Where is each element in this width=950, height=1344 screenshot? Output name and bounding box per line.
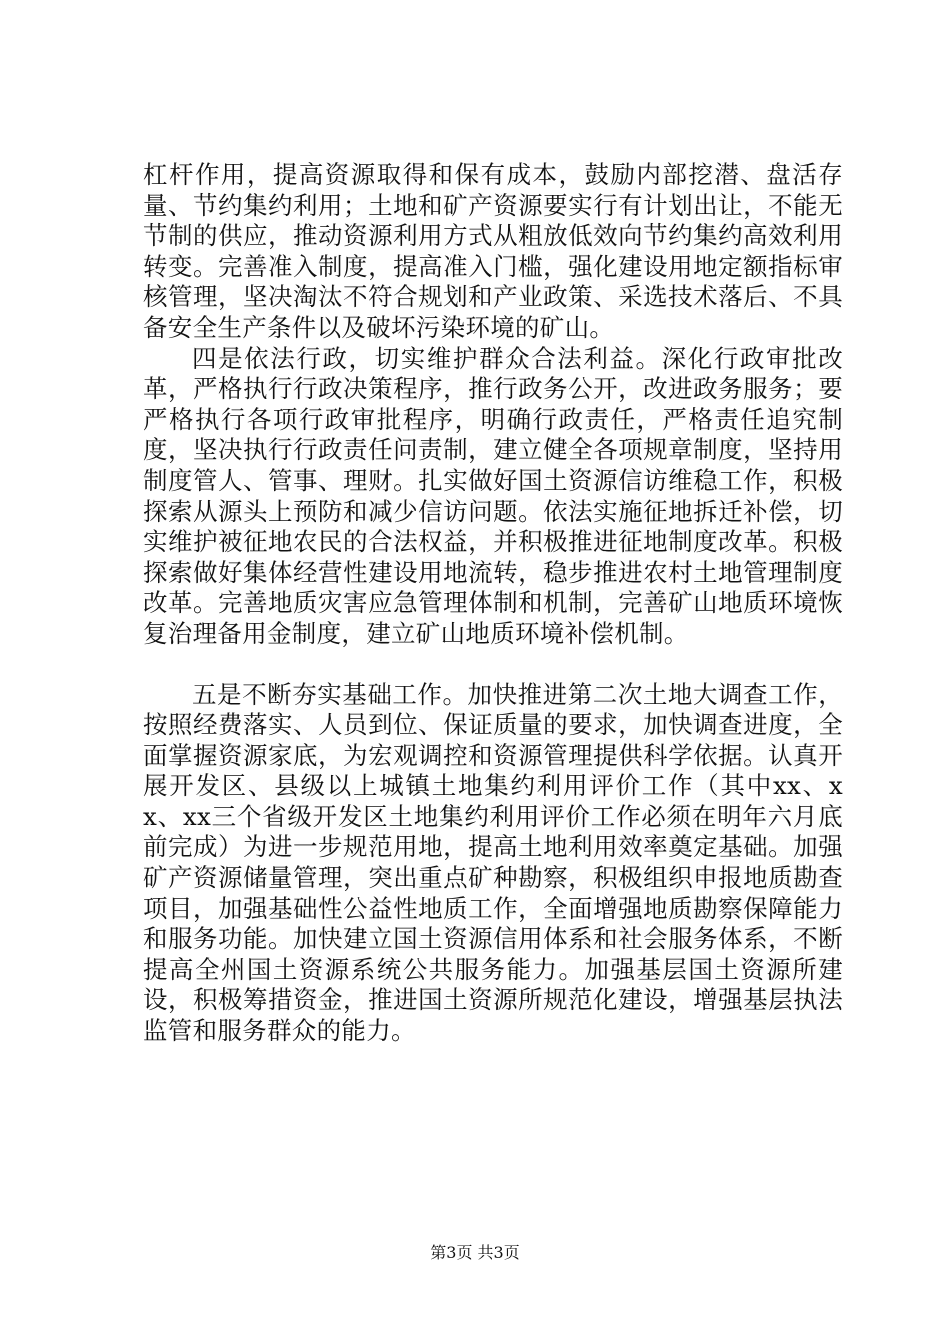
paragraph-five: 五是不断夯实基础工作。加快推进第二次土地大调查工作，按照经费落实、人员到位、保证质量的要求，加快调查进度，全面掌握资源家底，为宏观调控和资源管理提供科学依据。认真开展开发区、县级以上城镇土地集约利用评价工作（其中xx、xx、xx三个省级开发区土地集约利用评价工作必须在明年六月底前完成）为进一步规范用地，提高土地利用效率奠定基础。加强矿产资源储量管理，突出重点矿种勘察，积极组织申报地质勘查项目，加强基础性公益性地质工作，全面增强地质勘察保障能力和服务功能。加快建立国土资源信用体系和社会服务体系，不断提高全州国土资源系统公共服务能力。加强基层国土资源所建设，积极筹措资金，推进国土资源所规范化建设，增强基层执法监管和服务群众的能力。: [143, 679, 843, 1046]
document-body: [143, 160, 843, 1047]
paragraph-four: 四是依法行政，切实维护群众合法利益。深化行政审批改革，严格执行行政决策程序，推行政务公开，改进政务服务；要严格执行各项行政审批程序，明确行政责任，严格责任追究制度，坚决执行行政责任问责制，建立健全各项规章制度，坚持用制度管人、管事、理财。扎实做好国土资源信访维稳工作，积极探索从源头上预防和减少信访问题。依法实施征地拆迁补偿，切实维护被征地农民的合法权益，并积极推进征地制度改革。积极探索做好集体经营性建设用地流转，稳步推进农村土地管理制度改革。完善地质灾害应急管理体制和机制，完善矿山地质环境恢复治理备用金制度，建立矿山地质环境补偿机制。: [143, 343, 843, 648]
page-number-footer: 第3页 共3页: [430, 1243, 520, 1262]
paragraph-continuation: 杠杆作用，提高资源取得和保有成本，鼓励内部挖潜、盘活存量、节约集约利用；土地和矿产资源要实行有计划出让，不能无节制的供应，推动资源利用方式从粗放低效向节约集约高效利用转变。完善准入制度，提高准入门槛，强化建设用地定额指标审核管理，坚决淘汰不符合规划和产业政策、采选技术落后、不具备安全生产条件以及破坏污染环境的矿山。: [143, 160, 843, 342]
